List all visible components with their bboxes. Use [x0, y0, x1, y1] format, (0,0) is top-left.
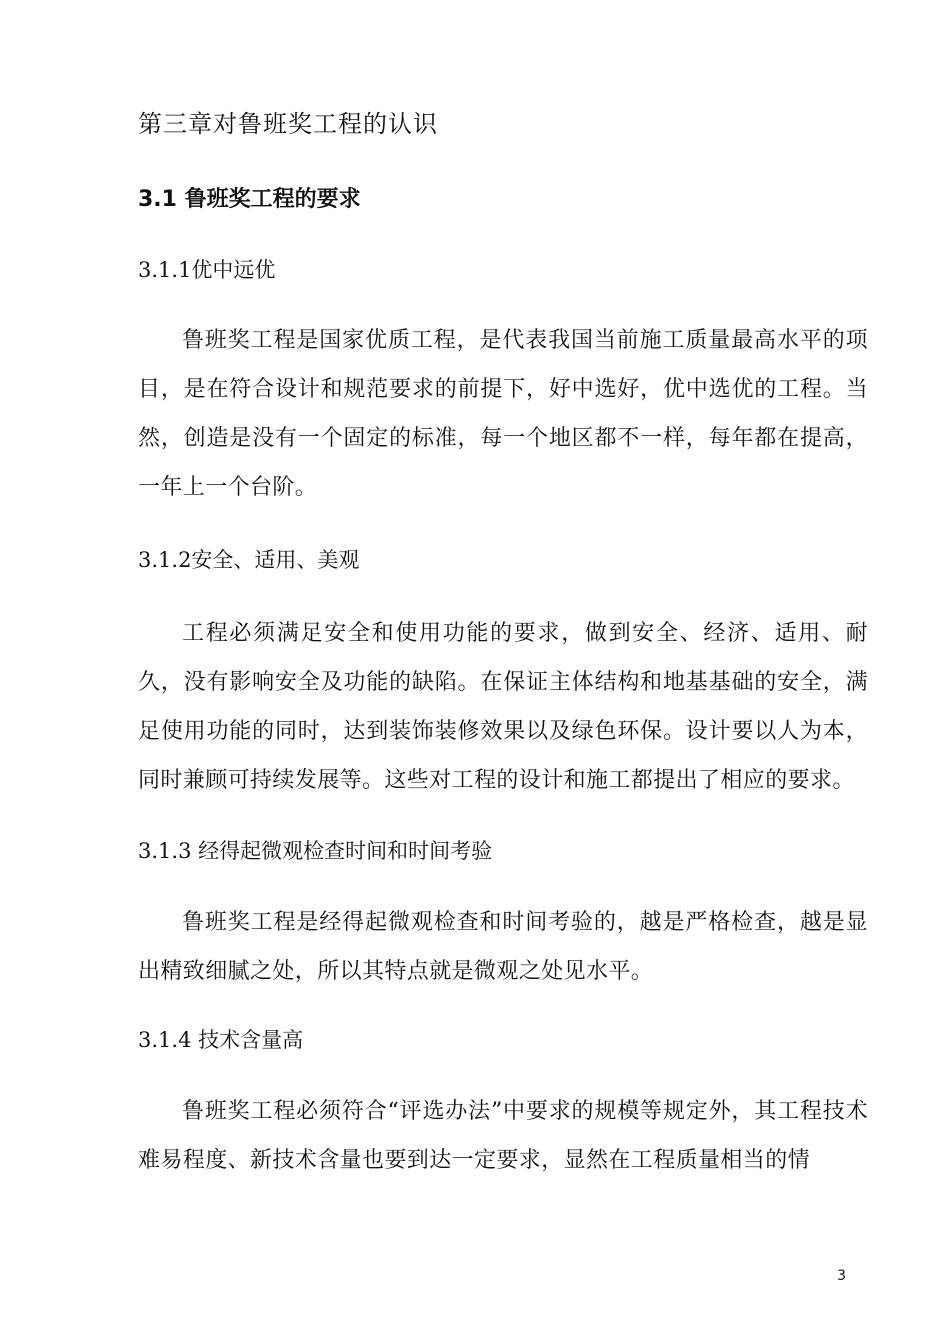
subsection-heading: 3.1.2安全、适用、美观 — [138, 548, 360, 572]
chapter-title: 第三章对鲁班奖工程的认识 — [138, 110, 438, 138]
subsection-heading: 3.1.4 技术含量高 — [138, 1028, 304, 1052]
subsection-heading: 3.1.3 经得起微观检查时间和时间考验 — [138, 839, 493, 863]
subsection-paragraph: 鲁班奖工程是经得起微观检查和时间考验的，越是严格检查，越是显出精致细腻之处，所以其特点就是微观之处见水平。 — [138, 910, 868, 984]
section-heading: 3.1 鲁班奖工程的要求 — [138, 187, 361, 212]
subsection-paragraph: 鲁班奖工程是国家优质工程，是代表我国当前施工质量最高水平的项目，是在符合设计和规范要求的前提下，好中选好，优中选优的工程。当然，创造是没有一个固定的标准，每一个地区都不一样，每年都在提高，一年上一个台阶。 — [138, 328, 868, 500]
subsection-paragraph: 鲁班奖工程必须符合“评选办法”中要求的规模等规定外，其工程技术难易程度、新技术含量也要到达一定要求，显然在工程质量相当的情 — [138, 1099, 868, 1173]
page-number: 3 — [837, 1268, 846, 1284]
subsection-heading: 3.1.1优中远优 — [138, 258, 276, 282]
subsection-paragraph: 工程必须满足安全和使用功能的要求，做到安全、经济、适用、耐久，没有影响安全及功能的缺陷。在保证主体结构和地基基础的安全，满足使用功能的同时，达到装饰装修效果以及绿色环保。设计要以人为本，同时兼顾可持续发展等。这些对工程的设计和施工都提出了相应的要求。 — [138, 621, 868, 793]
